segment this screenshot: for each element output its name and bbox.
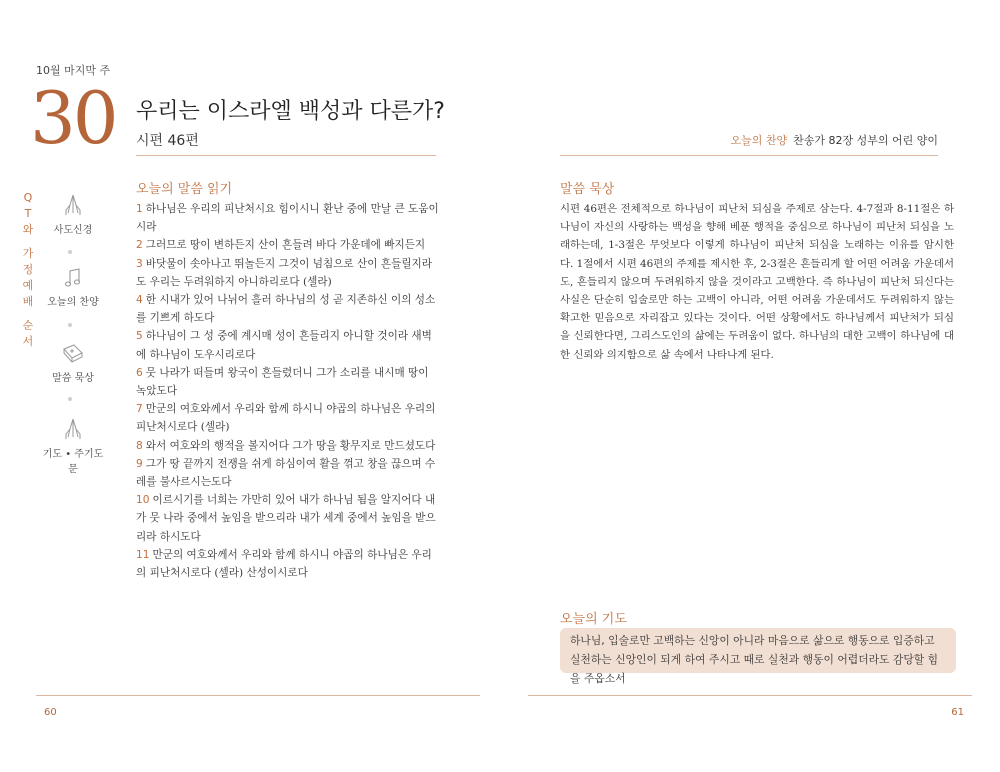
verse: 9 그가 땅 끝까지 전쟁을 쉬게 하심이여 활을 꺾고 창을 끊으며 수레를 불사르시는도다	[136, 457, 436, 489]
verse: 7 만군의 여호와께서 우리와 함께 하시니 야곱의 하나님은 우리의 피난처시로다 (셀라)	[136, 403, 436, 434]
sidebar-item-label: 말씀 묵상	[52, 373, 94, 384]
scripture-reference: 시편 46편	[136, 133, 199, 149]
separator-dot	[68, 250, 72, 254]
prayer-text: 하나님, 입술로만 고백하는 신앙이 아니라 마음으로 삶으로 행동으로 입증하고 실천하는 신앙인이 되게 하여 주시고 때로 실천과 행동이 어렵더라도 감당할 힘을 주옵소서	[560, 628, 956, 673]
bible-icon	[61, 343, 85, 365]
scripture-text	[136, 200, 440, 582]
sidebar-item-label: 사도신경	[53, 225, 93, 236]
page-number-right: 61	[951, 707, 964, 718]
hymn-label: 오늘의 찬양	[730, 134, 788, 147]
verse: 1 하나님은 우리의 피난처시요 힘이시니 환난 중에 만날 큰 도움이시라	[136, 203, 439, 234]
verse: 10 이르시기를 너희는 가만히 있어 내가 하나님 됨을 알지어다 내가 뭇 나라 중에서 높임을 받으리라 내가 세계 중에서 높임을 받으리라 하시도다	[136, 494, 436, 543]
verse: 2 그러므로 땅이 변하든지 산이 흔들려 바다 가운데에 빠지든지	[136, 239, 426, 252]
page-title: 우리는 이스라엘 백성과 다른가?	[136, 99, 445, 124]
verse: 6 뭇 나라가 떠들며 왕국이 흔들렸더니 그가 소리를 내시매 땅이 녹았도다	[136, 366, 429, 398]
divider	[528, 695, 972, 696]
verse: 5 하나님이 그 성 중에 계시매 성이 흔들리지 아니할 것이라 새벽에 하나님이 도우시리로다	[136, 330, 432, 361]
sidebar-item-label: 오늘의 찬양	[47, 297, 99, 308]
divider	[36, 695, 480, 696]
separator-dot	[68, 397, 72, 401]
verse: 4 한 시내가 있어 나뉘어 흘러 하나님의 성 곧 지존하신 이의 성소를 기쁘게 하도다	[136, 294, 436, 325]
praying-hands-icon	[62, 417, 84, 441]
page-number-left: 60	[44, 707, 57, 718]
verse: 8 와서 여호와의 행적을 볼지어다 그가 땅을 황무지로 만드셨도다	[136, 439, 436, 452]
verse: 11 만군의 여호와께서 우리와 함께 하시니 야곱의 하나님은 우리의 피난처시로다 (셀라) 산성이시로다	[136, 548, 432, 580]
day-number: 30	[30, 76, 116, 160]
sidebar-item-label: 기도 • 주기도문	[42, 449, 104, 475]
sidebar-item-creed	[40, 193, 106, 236]
sidebar-item-meditation	[40, 343, 106, 384]
verse: 3 바닷물이 솟아나고 뛰놀든지 그것이 넘침으로 산이 흔들릴지라도 우리는 두려워하지 아니하리로다 (셀라)	[136, 257, 433, 288]
meditation-text: 시편 46편은 전체적으로 하나님이 피난처 되심을 주제로 삼는다. 4-7절과 8-11절은 하나님이 자신의 사랑하는 백성을 향해 베푼 행적을 중심으로 하나님이 피난처 되심을 노래하는데, 1-3절은 무엇보다 이렇게 하나님이 피난처 되심을 노래하는 이유를 암시한다. 1절에서 시편 46편의 주제를 제시한 후, 2-3절은 흔들리게 할 어떤 어려움 가운데서도, 흔들리지 않으며 두려워하지 않을 것이라고 고백한다. 즉 하나님이 피난처 되신다는 사실은 단순히 입술로만 하는 고백이 아니라, 어떤 어려움 가운데서도 두려워하지 않는 확고한 믿음으로 자리잡고 있다는 것이다. 어떤 상황에서도 하나님께서 피난처가 되심을 신뢰한다면, 그리스도인의 삶에는 두려움이 없다. 하나님의 대한 고백이 하나님에 대한 신뢰와 의지함으로 삶 속에서 나타나게 된다.	[560, 203, 954, 361]
sidebar-vertical-label: Q T 와 가 정 예 배 순 서	[22, 191, 34, 348]
praying-hands-icon	[62, 193, 84, 217]
meditation-heading: 말씀 묵상	[560, 182, 615, 197]
separator-dot	[68, 323, 72, 327]
week-label: 10월 마지막 주	[36, 64, 111, 77]
reading-heading: 오늘의 말씀 읽기	[136, 182, 233, 197]
divider	[560, 155, 938, 156]
todays-hymn	[730, 132, 938, 148]
music-note-icon	[63, 267, 83, 289]
divider	[136, 155, 436, 156]
prayer-heading: 오늘의 기도	[560, 612, 627, 627]
hymn-value: 찬송가 82장 성부의 어린 양이	[793, 134, 938, 147]
sidebar-item-prayer	[40, 417, 106, 475]
sidebar-item-hymn	[40, 267, 106, 308]
